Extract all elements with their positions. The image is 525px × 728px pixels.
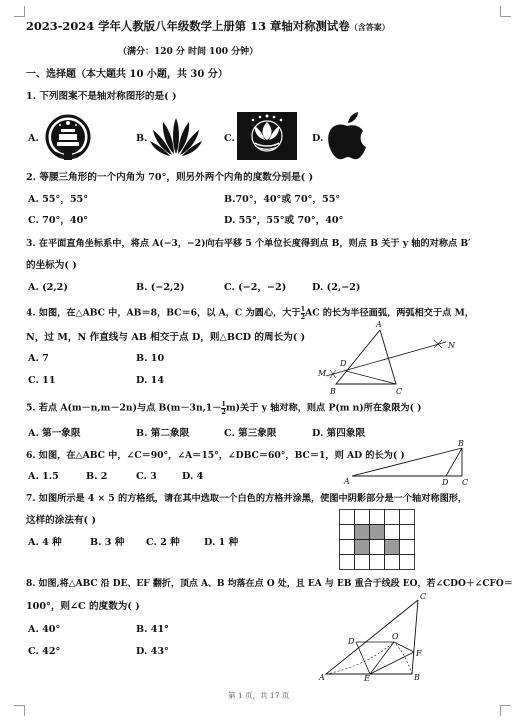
q2-option-c: C. 70°，40° [28, 215, 89, 226]
grid-cell [370, 555, 385, 570]
q7-option-b: B. 3 种 [90, 537, 125, 548]
q8-option-b: B. 41° [136, 624, 169, 635]
q1-option-b-label: B. [136, 133, 148, 144]
q7-grid [339, 509, 415, 571]
grid-cell [355, 510, 370, 525]
grid-cell [355, 555, 370, 570]
q6-option-a: A. 1.5 [28, 471, 59, 482]
title-text: 2023-2024 学年人教版八年级数学上册第 13 章轴对称测试卷 [26, 19, 350, 33]
q6-figure [342, 440, 472, 486]
q6-option-c: C. 3 [136, 471, 157, 482]
q8-label-b: B [414, 673, 420, 682]
q4-stem-part1: 4. 如图，在△ABC 中，AB＝8，BC＝6，以 A，C 为圆心，大于 [26, 307, 301, 319]
page-title [26, 20, 390, 33]
q7-option-c: C. 2 种 [146, 537, 180, 548]
q4-fraction-num: 1 [300, 305, 306, 313]
fan-petals-icon [150, 114, 202, 158]
q8-label-a: A [319, 673, 325, 682]
q4-label-n: N [448, 341, 455, 350]
crop-mark-bottom-right [500, 705, 511, 716]
q6-label-b: B [458, 439, 464, 448]
exam-meta: （满分：120 分 时间 100 分钟） [118, 47, 259, 57]
q5-fraction-den: 2 [221, 407, 226, 416]
q5-stem-part2: m)关于 y 轴对称，则点 P(m n)所在象限为( ) [225, 402, 422, 414]
q4-figure [316, 318, 466, 398]
grid-cell [400, 540, 415, 555]
q8-label-d: D [348, 637, 355, 646]
q8-label-c: C [420, 592, 427, 601]
crop-mark-top-left [14, 6, 25, 17]
q4-label-c: C [396, 387, 403, 396]
grid-cell-shaded [385, 540, 400, 555]
q6-option-d: D. 4 [182, 471, 204, 482]
grid-cell [340, 510, 355, 525]
q5-fraction-num: 1 [221, 400, 226, 408]
q7-option-d: D. 1 种 [204, 537, 239, 548]
q4-option-d: D. 14 [136, 375, 165, 386]
q2-option-b: B.70°，40°或 70°，55° [224, 194, 341, 205]
q4-option-c: C. 11 [28, 375, 56, 386]
q4-option-a: A. 7 [28, 353, 49, 364]
page-footer: 第 1 页，共 17 页 [228, 691, 290, 700]
crop-mark-bottom-left [14, 705, 25, 716]
grid-cell [400, 510, 415, 525]
q3-stem: 3. 在平面直角坐标系中，将点 A(−3，−2)向右平移 5 个单位长度得到点 B，则点 B 关于 y 轴的对称点 B′ [26, 238, 471, 249]
grid-cell-shaded [355, 540, 370, 555]
grid-cell [370, 540, 385, 555]
q1-option-d-label: D. [312, 133, 324, 144]
q5-stem-part1: 5. 若点 A(m－n,m－2n)与点 B(m－3n,1－ [26, 402, 222, 414]
q8-stem-cont: 100°，则∠C 的度数为( ) [26, 601, 140, 612]
q4-label-m: M [318, 369, 327, 378]
grid-cell [340, 525, 355, 540]
lotus-emblem-icon [237, 112, 297, 160]
q4-label-d: D [340, 359, 347, 368]
grid-cell [340, 555, 355, 570]
q8-label-f: F [416, 649, 422, 658]
grid-cell-shaded [355, 525, 370, 540]
q4-stem-cont: N，过 M，N 作直线与 AB 相交于点 D，则△BCD 的周长为( ) [26, 332, 306, 343]
q5-option-b: B. 第二象限 [136, 428, 190, 439]
q6-option-b: B. 2 [86, 471, 108, 482]
q4-stem-part2: AC 的长为半径画弧，两弧相交于点 M， [305, 307, 474, 319]
q2-option-a: A. 55°，55° [28, 194, 89, 205]
q8-label-o: O [392, 632, 399, 641]
q5-option-d: D. 第四象限 [312, 428, 366, 439]
q8-option-a: A. 40° [28, 624, 61, 635]
q3-stem-cont: 的坐标为( ) [26, 260, 77, 271]
grid-cell [385, 510, 400, 525]
crop-mark-top-right [500, 6, 511, 17]
q2-option-d: D. 55°，55°或 70°，40° [224, 215, 344, 226]
q6-label-d: D [442, 478, 449, 487]
q5-stem [26, 401, 421, 415]
q4-label-a: A [376, 320, 382, 329]
q7-stem-cont: 这样的涂法有( ) [26, 515, 96, 526]
q8-label-e: E [364, 674, 370, 683]
q6-label-a: A [344, 477, 350, 486]
q2-stem: 2. 等腰三角形的一个内角为 70°，则另外两个内角的度数分别是( ) [26, 172, 314, 183]
q7-stem: 7. 如图所示是 4 × 5 的方格纸，请在其中选取一个白色的方格并涂黑，使图中阴影部分是一个轴对称图形， [26, 493, 468, 504]
grid-cell [400, 555, 415, 570]
q1-stem: 1. 下列图案不是轴对称图形的是( ) [26, 91, 177, 102]
q1-option-c-label: C. [224, 133, 235, 144]
q4-label-b: B [330, 387, 336, 396]
q3-option-a: A. (2,2) [28, 282, 68, 293]
q3-option-d: D. (2,−2) [312, 282, 361, 293]
q3-option-c: C. (−2，−2) [224, 282, 287, 293]
grid-cell [385, 555, 400, 570]
q3-option-b: B. (−2,2) [136, 282, 185, 293]
q5-option-c: C. 第三象限 [224, 428, 277, 439]
q6-stem: 6. 如图，在△ABC 中，∠C＝90°，∠A＝15°，∠DBC＝60°，BC＝1，则 AD 的长为( ) [26, 450, 405, 461]
q4-fraction-den: 2 [300, 312, 306, 321]
grid-cell [370, 510, 385, 525]
grid-cell [340, 540, 355, 555]
grid-cell [400, 525, 415, 540]
section-heading: 一、选择题（本大题共 10 小题，共 30 分） [26, 69, 228, 80]
emblem-icon [45, 112, 91, 162]
grid-cell-shaded [370, 525, 385, 540]
apple-logo-icon [327, 111, 367, 161]
q8-option-d: D. 43° [136, 646, 169, 657]
grid-cell [385, 525, 400, 540]
q5-option-a: A. 第一象限 [28, 428, 81, 439]
title-suffix: （含答案） [349, 22, 390, 32]
q4-option-b: B. 10 [136, 353, 165, 364]
q1-option-a-label: A. [28, 133, 39, 144]
q7-option-a: A. 4 种 [28, 537, 62, 548]
q8-figure [318, 590, 438, 682]
q6-label-c: C [462, 478, 469, 487]
q8-option-c: C. 42° [28, 646, 61, 657]
q8-stem: 8. 如图,将△ABC 沿 DE、EF 翻折，顶点 A、B 均落在点 O 处，且 EA 与 EB 重合于线段 EO，若∠CDO＋∠CFO＝ [26, 579, 513, 589]
